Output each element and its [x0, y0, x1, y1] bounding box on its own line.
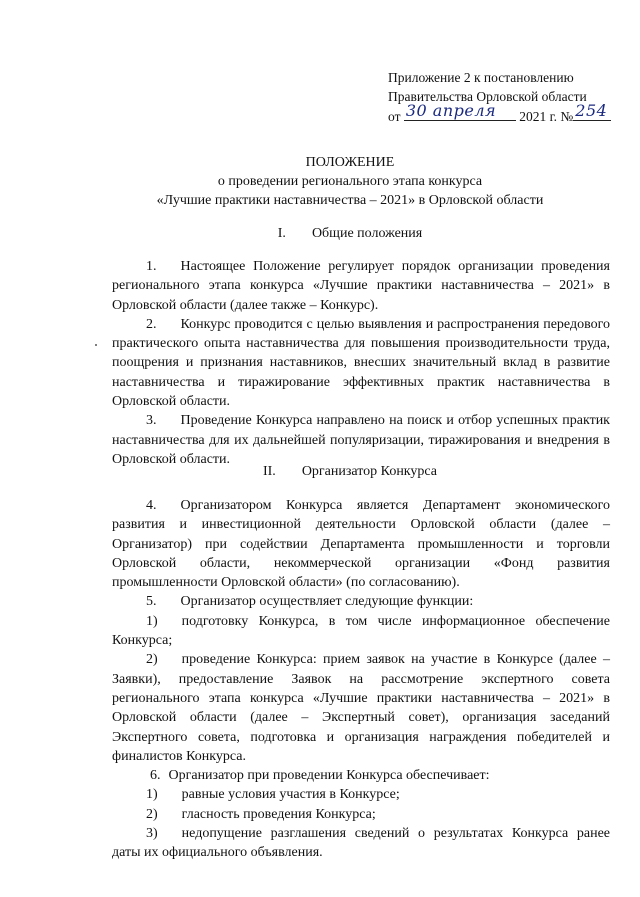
list-item-6-2: [112, 805, 610, 824]
section-1-body: [112, 257, 610, 469]
list-text: гласность проведения Конкурса;: [181, 806, 376, 822]
paragraph-3: [112, 411, 610, 469]
section-2-title: Организатор Конкурса: [301, 464, 438, 479]
annex-line-3: [388, 101, 628, 126]
paragraph-number: 5.: [146, 594, 157, 610]
paragraph-number: 4.: [146, 498, 157, 513]
list-item-5-2: [112, 650, 610, 766]
paragraph-text: Проведение Конкурса направлено на поиск и отбор успешных практик наставничества для их дальнейшей популяризации, тиражирования и внедрения в Орловской области.: [112, 413, 610, 467]
section-2-number: II.: [262, 464, 276, 479]
annex-year: 2021 г. №: [519, 109, 574, 124]
paragraph-2: [112, 315, 610, 411]
section-1-title: Общие положения: [311, 226, 423, 241]
paragraph-number: 6.: [150, 768, 161, 784]
paragraph-text: Организатором Конкурса является Департамент экономического развития и инвестиционной деятельности Орловской области (далее – Организатор) при содействии Департамента промышленности и торговли Орловской области, некоммерческой организации «Фонд развития промышленности Орловской области» (по согласованию).: [112, 498, 610, 591]
section-1-heading: [90, 224, 610, 243]
section-1-number: I.: [277, 226, 286, 241]
annex-from-label: от: [388, 109, 401, 124]
list-number: 1): [146, 787, 158, 803]
list-item-6-3: [112, 824, 610, 863]
annex-header: [388, 68, 628, 126]
list-number: 2): [146, 806, 158, 822]
list-text: недопущение разглашения сведений о результатах Конкурса ранее даты их официального объявления.: [112, 826, 610, 861]
document-subtitle-1: о проведении регионального этапа конкурса: [217, 174, 483, 189]
paragraph-number: 3.: [146, 413, 157, 429]
list-text: подготовку Конкурса, в том числе информационное обеспечение Конкурса;: [112, 613, 610, 649]
paragraph-text: Организатор при проведении Конкурса обеспечивает:: [168, 768, 490, 784]
paragraph-number: 2.: [146, 316, 157, 332]
document-title: ПОЛОЖЕНИЕ: [305, 155, 395, 170]
paragraph-text: Конкурс проводится с целью выявления и распространения передового практического опыта наставничества для повышения производительности труда, поощрения и признания наставников, внесших значительный вклад в развитие наставничества и тиражирование эффективных практик наставничества в Орловской области.: [112, 316, 610, 410]
scan-speck: [95, 344, 97, 346]
paragraph-1: [112, 257, 610, 315]
list-item-6-1: [112, 785, 610, 804]
list-text: проведение Конкурса: прием заявок на участие в Конкурсе (далее – Заявки), предоставление Заявок на рассмотрение экспертного совета регионального этапа конкурса «Лучшие практики наставничества – 2021» в Орловской области (далее – Экспертный совет), организация заседаний Экспертного совета, подготовка и организация награждения победителей и финалистов Конкурса.: [112, 652, 610, 764]
annex-line-2: Правительства Орловской области: [388, 89, 587, 104]
paragraph-number: 1.: [146, 259, 157, 274]
list-text: равные условия участия в Конкурсе;: [181, 787, 400, 803]
handwritten-date: 30 апреля: [405, 101, 497, 120]
list-number: 1): [146, 613, 158, 629]
section-2-body: [112, 496, 610, 863]
date-field: [404, 101, 516, 121]
paragraph-text: Организатор осуществляет следующие функции:: [180, 594, 474, 610]
annex-line-1: Приложение 2 к постановлению: [388, 70, 574, 85]
list-number: 2): [146, 652, 158, 668]
number-field: [573, 101, 611, 121]
handwritten-number: 254: [575, 101, 608, 120]
list-number: 3): [146, 826, 158, 842]
paragraph-6: [112, 766, 610, 785]
document-subtitle-2: «Лучшие практики наставничества – 2021» в Орловской области: [156, 193, 544, 208]
paragraph-text: Настоящее Положение регулирует порядок организации проведения регионального этапа конкурса «Лучшие практики наставничества – 2021» в Орловской области (далее также – Конкурс).: [112, 259, 610, 313]
list-item-5-1: [112, 612, 610, 651]
section-2-heading: [90, 462, 610, 481]
paragraph-4: [112, 496, 610, 592]
paragraph-5: [112, 592, 610, 611]
